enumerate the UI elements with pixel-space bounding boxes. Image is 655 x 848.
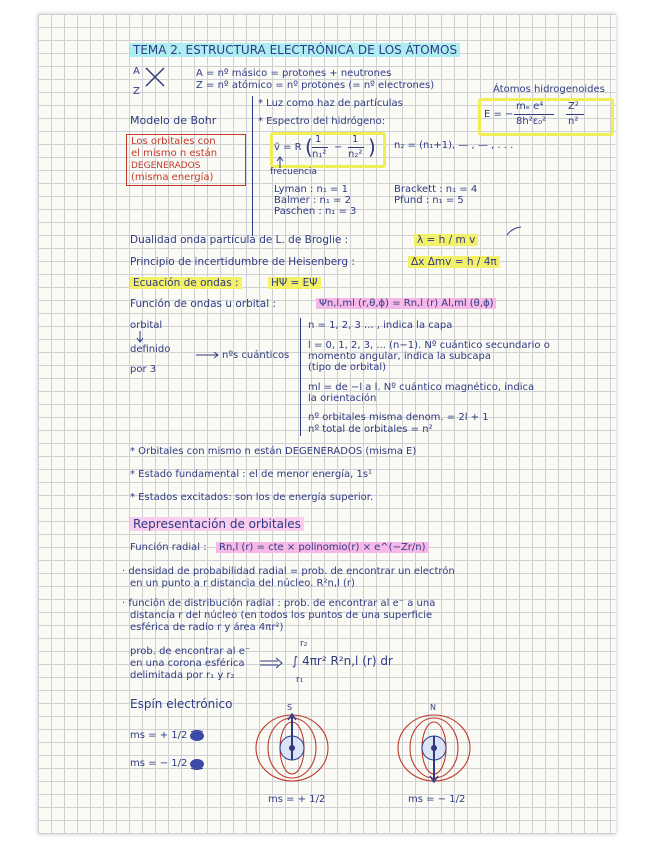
representation-heading: Representación de orbitales <box>130 518 304 530</box>
quantum-brace <box>300 318 301 436</box>
qn-l-cont: momento angular, indica la subcapa <box>308 351 491 362</box>
bohr-heading: Modelo de Bohr <box>130 114 217 127</box>
spin-down-pole-label: N <box>430 703 436 712</box>
rydberg-frac1-den: n₁² <box>312 149 327 160</box>
spin-up-pole-label: S <box>287 703 293 712</box>
bohr-brace <box>252 96 253 236</box>
degenerate-line-3: DEGENERADOS <box>131 161 201 171</box>
electron-spin-up-icon <box>188 730 206 742</box>
wavefunction-formula: Ψn,l,ml (r,θ,ϕ) = Rn,l (r) Al,ml (θ,ϕ) <box>316 298 496 310</box>
mass-number-symbol: A <box>133 66 140 77</box>
spin-down-label: ms = − 1/2 <box>130 758 188 769</box>
atomic-number-definition: Z = nº atómico = nº protones (= nº electrones) <box>196 80 435 91</box>
spin-up-field-diagram <box>252 708 332 788</box>
radial-function-label: Función radial : <box>130 542 207 553</box>
rydberg-paren-open: ( <box>305 135 313 159</box>
series-pfund: Pfund : n₁ = 5 <box>394 195 464 206</box>
bohr-item-spectrum: * Espectro del hidrógeno: <box>258 116 386 127</box>
energy-z-numerator: Z² <box>568 101 579 112</box>
energy-numerator: mₑ e⁴ <box>516 101 544 112</box>
atomic-number-symbol: Z <box>133 86 140 97</box>
implies-arrow-icon <box>260 658 284 668</box>
series-balmer: Balmer : n₁ = 2 <box>274 195 351 206</box>
integral-expression: ∫ 4πr² R²n,l (r) dr <box>292 654 393 668</box>
spin-down-caption: ms = − 1/2 <box>408 794 466 805</box>
orbital-label-1: orbital <box>130 320 163 331</box>
qn-ml: ml = de −l a l. Nº cuántico magnético, indica <box>308 382 535 393</box>
orbital-label-3: por 3 <box>130 364 157 375</box>
electron-spin-down-icon <box>188 758 206 770</box>
integral-upper-limit: r₂ <box>300 639 308 649</box>
distribution-line-2: distancia r del núcleo (en todos los puntos de una superficie <box>130 610 433 621</box>
rydberg-lhs: ṽ = R <box>274 142 302 153</box>
qn-l-type: (tipo de orbital) <box>308 362 387 373</box>
energy-z-denominator: n² <box>568 116 579 127</box>
distribution-line-1: · función de distribución radial : prob. de encontrar al e⁻ a una <box>122 598 436 609</box>
energy-denominator: 8h²ε₀² <box>516 116 547 127</box>
degenerate-line-4: (misma energía) <box>131 172 214 183</box>
down-arrow-icon <box>136 331 144 343</box>
velocity-pointer-icon <box>504 226 522 236</box>
degenerate-line-1: Los orbitales con <box>131 136 216 147</box>
shell-line-1: prob. de encontrar al e⁻ <box>130 646 251 657</box>
rydberg-frac1-bar <box>312 147 328 148</box>
radial-density-line-2: en un punto a r distancia del núcleo. R²n,l (r) <box>130 578 355 589</box>
spin-down-field-diagram <box>394 708 474 788</box>
page-title: TEMA 2. ESTRUCTURA ELECTRÓNICA DE LOS ÁTOMOS <box>130 44 460 56</box>
note-degenerate: * Orbitales con mismo n están DEGENERADOS (misma E) <box>130 446 417 457</box>
heisenberg-formula: Δx Δmv = h / 4π <box>408 256 500 268</box>
frequency-label: frecuencia <box>270 167 318 177</box>
orbital-label-2: definido <box>130 344 171 355</box>
radial-density-line-1: · densidad de probabilidad radial = prob. de encontrar un electrón <box>122 566 455 577</box>
quantum-numbers-label: nºs cuánticos <box>222 350 290 361</box>
right-arrow-icon <box>196 351 220 359</box>
qn-n: n = 1, 2, 3 ... , indica la capa <box>308 320 453 331</box>
mass-number-definition: A = nº másico = protones + neutrones <box>196 68 392 79</box>
series-paschen: Paschen : n₁ = 3 <box>274 206 357 217</box>
spin-up-label: ms = + 1/2 <box>130 730 188 741</box>
notebook-page <box>38 14 616 834</box>
heisenberg-text: Principio de incertidumbre de Heisenberg : <box>130 256 355 268</box>
shell-line-3: delimitada por r₁ y r₂ <box>130 670 235 681</box>
bohr-item-light: * Luz como haz de partículas <box>258 98 403 109</box>
rydberg-frac2-num: 1 <box>352 134 359 145</box>
debroglie-text: Dualidad onda partícula de L. de Broglie : <box>130 234 349 246</box>
shell-line-2: en una corona esférica <box>130 658 245 669</box>
n2-expression: n₂ = (n₁+1), — , — , . . . <box>394 140 514 151</box>
series-lyman: Lyman : n₁ = 1 <box>274 184 348 195</box>
rydberg-minus: − <box>334 142 343 153</box>
energy-lhs: E = − <box>484 109 514 120</box>
wave-equation-text: Ecuación de ondas : <box>130 277 242 289</box>
qn-ml-cont: la orientación <box>308 393 377 404</box>
note-ground-state: * Estado fundamental : el de menor energía, 1s¹ <box>130 469 373 480</box>
rydberg-frac2-bar <box>348 147 364 148</box>
rydberg-frac1-num: 1 <box>315 134 322 145</box>
qn-orbital-count: nº orbitales misma denom. = 2l + 1 <box>308 412 489 423</box>
energy-fraction-bar <box>514 114 554 115</box>
note-excited-states: * Estados excitados: son los de energía superior. <box>130 492 374 503</box>
integral-lower-limit: r₁ <box>296 675 304 685</box>
spin-heading: Espín electrónico <box>130 697 233 711</box>
rydberg-paren-close: ) <box>368 135 376 159</box>
hydrogenoid-label: Átomos hidrogenoides <box>493 84 605 95</box>
series-brackett: Brackett : n₁ = 4 <box>394 184 478 195</box>
energy-z-bar <box>566 114 584 115</box>
debroglie-formula: λ = h / m v <box>414 234 478 246</box>
qn-l: l = 0, 1, 2, 3, ... (n−1). Nº cuántico secundario o <box>308 340 550 351</box>
qn-total-orbitals: nº total de orbitales = n² <box>308 424 433 435</box>
wave-equation-formula: HΨ = EΨ <box>268 277 321 289</box>
radial-function-formula: Rn,l (r) = cte × polinomio(r) × e^(−Zr/n) <box>216 542 429 554</box>
wavefunction-text: Función de ondas u orbital : <box>130 298 276 310</box>
element-cross-icon <box>144 66 166 88</box>
spin-up-caption: ms = + 1/2 <box>268 794 326 805</box>
degenerate-line-2: el mismo n están <box>131 148 218 159</box>
distribution-line-3: esférica de radio r y área 4πr²) <box>130 622 284 633</box>
rydberg-frac2-den: n₂² <box>348 149 363 160</box>
